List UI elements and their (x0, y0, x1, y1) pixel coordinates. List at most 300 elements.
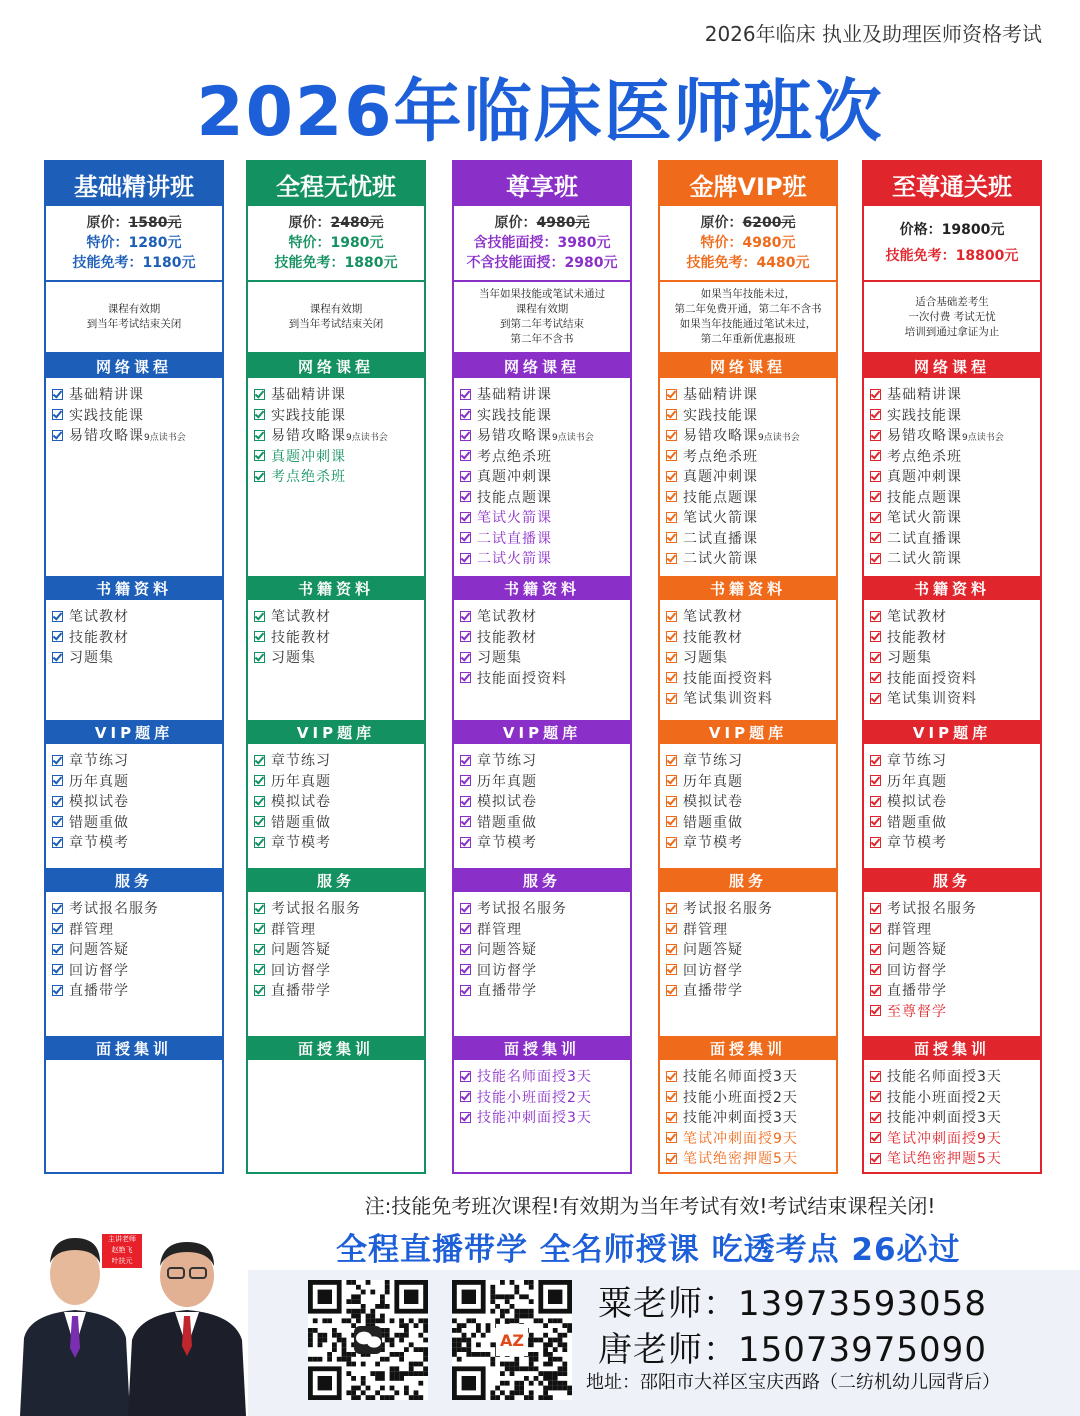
feature-label: 群管理 (477, 921, 522, 938)
validity-line: 培训到通过拿证为止 (904, 325, 1000, 338)
feature-item (254, 606, 424, 627)
feature-item (52, 647, 222, 668)
class-name: 全程无忧班 (248, 162, 424, 206)
feature-label: 回访督学 (69, 962, 129, 979)
price-line: 特价：1280元 (86, 235, 182, 251)
feature-label: 技能点题课 (683, 489, 758, 506)
feature-label: 技能面授资料 (683, 670, 773, 687)
section-header-face: 面授集训 (454, 1036, 630, 1060)
feature-item (870, 446, 1040, 467)
section-body-face (454, 1060, 630, 1210)
section-body-vip (454, 744, 630, 868)
checkbox-icon (254, 450, 265, 461)
checkbox-icon (460, 450, 471, 461)
checkbox-icon (254, 923, 265, 934)
checkbox-icon (52, 652, 63, 663)
checkbox-icon (870, 512, 881, 523)
feature-label: 笔试火箭课 (477, 510, 552, 527)
feature-item (460, 606, 630, 627)
price-line: 特价：1980元 (288, 235, 384, 251)
section-header-face: 面授集训 (46, 1036, 222, 1060)
checkbox-icon (254, 389, 265, 400)
class-column-orange (658, 160, 838, 1174)
feature-label: 考点绝杀班 (683, 448, 758, 465)
checkbox-icon (870, 944, 881, 955)
feature-label: 习题集 (271, 650, 316, 667)
feature-item (460, 812, 630, 833)
section-body-online (454, 378, 630, 576)
feature-item (460, 939, 630, 960)
feature-item (870, 668, 1040, 689)
footnote: 注:技能免考班次课程!有效期为当年考试有效!考试结束课程关闭! (364, 1194, 936, 1218)
checkbox-icon (52, 611, 63, 622)
feature-item (460, 832, 630, 853)
feature-label: 考试报名服务 (271, 901, 361, 918)
feature-item (666, 606, 836, 627)
teacher-name-tag: 主讲老师 赵艳飞 叶扶元 (102, 1234, 142, 1268)
feature-item (870, 528, 1040, 549)
validity-line: 第二年不含书 (510, 333, 574, 345)
section-body-service (660, 892, 836, 1036)
checkbox-icon (254, 611, 265, 622)
feature-label: 章节练习 (887, 753, 947, 770)
checkbox-icon (460, 923, 471, 934)
price-block (864, 206, 1040, 282)
validity-line: 到当年考试结束关闭 (86, 318, 182, 330)
feature-item (870, 548, 1040, 569)
checkbox-icon (460, 1091, 471, 1102)
checkbox-icon (460, 611, 471, 622)
checkbox-icon (870, 693, 881, 704)
section-body-books (864, 600, 1040, 720)
class-name: 至尊通关班 (864, 162, 1040, 206)
contact-phone-1: 粟老师：13973593058 (598, 1284, 987, 1324)
feature-label: 基础精讲课 (683, 387, 758, 404)
feature-item (666, 1066, 836, 1087)
checkbox-icon (52, 775, 63, 786)
feature-label: 二试火箭课 (477, 551, 552, 568)
validity-line: 课程有效期 (515, 303, 569, 315)
checkbox-icon (52, 903, 63, 914)
validity-line: 到第二年考试结束 (500, 318, 584, 330)
feature-item (460, 466, 630, 487)
feature-label: 考试报名服务 (477, 901, 567, 918)
feature-label: 历年真题 (477, 773, 537, 790)
checkbox-icon (666, 1071, 677, 1082)
feature-label: 群管理 (683, 921, 728, 938)
checkbox-icon (870, 964, 881, 975)
feature-item (254, 791, 424, 812)
validity-line: 如果当年技能未过， (700, 288, 796, 300)
section-body-face (248, 1060, 424, 1210)
price-line: 特价：4980元 (700, 235, 796, 251)
checkbox-icon (254, 409, 265, 420)
checkbox-icon (254, 775, 265, 786)
feature-item (870, 791, 1040, 812)
checkbox-icon (52, 430, 63, 441)
contact-phone-2: 唐老师：15073975090 (598, 1330, 987, 1370)
checkbox-icon (254, 430, 265, 441)
checkbox-icon (870, 837, 881, 848)
section-body-vip (864, 744, 1040, 868)
checkbox-icon (254, 944, 265, 955)
feature-label: 章节模考 (887, 835, 947, 852)
price-block (46, 206, 222, 282)
exam-subtitle: 2026年临床 执业及助理医师资格考试 (704, 22, 1042, 46)
checkbox-icon (460, 631, 471, 642)
feature-label: 考点绝杀班 (477, 448, 552, 465)
class-column-red (862, 160, 1042, 1174)
price-line: 含技能面授：3980元 (473, 235, 611, 251)
feature-item (460, 771, 630, 792)
feature-item (666, 750, 836, 771)
feature-label: 问题答疑 (271, 942, 331, 959)
feature-item (666, 939, 836, 960)
feature-item (52, 627, 222, 648)
validity-line: 第二年重新优惠报班 (700, 333, 796, 345)
feature-item (52, 405, 222, 426)
feature-label: 考试报名服务 (887, 901, 977, 918)
feature-item (460, 647, 630, 668)
feature-label: 真题冲刺课 (271, 448, 346, 465)
feature-label: 笔试集训资料 (887, 691, 977, 708)
feature-label: 考试报名服务 (69, 901, 159, 918)
app-qr-code (452, 1280, 572, 1400)
feature-item (52, 425, 222, 446)
class-name: 基础精讲班 (46, 162, 222, 206)
feature-item (870, 771, 1040, 792)
checkbox-icon (870, 985, 881, 996)
price-line: 技能免考：18800元 (885, 248, 1019, 264)
feature-item (460, 425, 630, 446)
feature-item (460, 898, 630, 919)
validity-note (660, 282, 836, 354)
feature-item (52, 898, 222, 919)
feature-item (460, 384, 630, 405)
checkbox-icon (460, 532, 471, 543)
feature-item (254, 771, 424, 792)
checkbox-icon (666, 1112, 677, 1123)
checkbox-icon (52, 389, 63, 400)
section-header-face: 面授集训 (864, 1036, 1040, 1060)
checkbox-icon (870, 491, 881, 502)
feature-item (254, 384, 424, 405)
feature-label: 模拟试卷 (683, 794, 743, 811)
feature-item (666, 528, 836, 549)
feature-item (52, 980, 222, 1001)
section-body-books (454, 600, 630, 720)
section-header-service: 服务 (660, 868, 836, 892)
validity-line: 课程有效期 (107, 303, 161, 315)
feature-label: 模拟试卷 (887, 794, 947, 811)
feature-label: 章节模考 (271, 835, 331, 852)
feature-label: 群管理 (69, 921, 114, 938)
feature-item (666, 898, 836, 919)
feature-label: 习题集 (887, 650, 932, 667)
feature-item (666, 832, 836, 853)
feature-label: 历年真题 (69, 773, 129, 790)
feature-item (254, 980, 424, 1001)
section-body-service (248, 892, 424, 1036)
checkbox-icon (460, 512, 471, 523)
checkbox-icon (666, 837, 677, 848)
feature-label: 章节练习 (683, 753, 743, 770)
checkbox-icon (254, 837, 265, 848)
section-header-books: 书籍资料 (248, 576, 424, 600)
feature-item (666, 919, 836, 940)
feature-item (666, 446, 836, 467)
checkbox-icon (870, 1005, 881, 1016)
feature-label: 二试直播课 (683, 530, 758, 547)
checkbox-icon (666, 389, 677, 400)
checkbox-icon (666, 816, 677, 827)
feature-label: 笔试教材 (477, 609, 537, 626)
checkbox-icon (666, 755, 677, 766)
class-name: 尊享班 (454, 162, 630, 206)
feature-item (460, 668, 630, 689)
feature-item (254, 750, 424, 771)
feature-label: 实践技能课 (477, 407, 552, 424)
checkbox-icon (52, 923, 63, 934)
checkbox-icon (666, 923, 677, 934)
feature-item (460, 980, 630, 1001)
checkbox-icon (460, 1112, 471, 1123)
section-body-service (454, 892, 630, 1036)
feature-label: 技能名师面授3天 (683, 1069, 798, 1086)
checkbox-icon (666, 775, 677, 786)
feature-item (870, 647, 1040, 668)
feature-label: 实践技能课 (887, 407, 962, 424)
checkbox-icon (52, 816, 63, 827)
feature-label: 技能教材 (69, 629, 129, 646)
feature-item (460, 528, 630, 549)
feature-label: 实践技能课 (271, 407, 346, 424)
original-price: 原价：1580元 (86, 215, 182, 231)
feature-item (666, 384, 836, 405)
checkbox-icon (666, 796, 677, 807)
feature-item (870, 750, 1040, 771)
checkbox-icon (870, 755, 881, 766)
checkbox-icon (666, 631, 677, 642)
feature-item (666, 425, 836, 446)
section-header-books: 书籍资料 (46, 576, 222, 600)
feature-label: 错题重做 (477, 814, 537, 831)
checkbox-icon (870, 816, 881, 827)
checkbox-icon (460, 755, 471, 766)
feature-label: 技能教材 (477, 629, 537, 646)
feature-item (254, 898, 424, 919)
feature-label: 技能小班面授2天 (477, 1089, 592, 1106)
feature-label: 直播带学 (683, 983, 743, 1000)
checkbox-icon (52, 409, 63, 420)
checkbox-icon (254, 796, 265, 807)
section-body-vip (248, 744, 424, 868)
checkbox-icon (870, 532, 881, 543)
checkbox-icon (666, 652, 677, 663)
original-price: 原价：2480元 (288, 215, 384, 231)
section-body-online (660, 378, 836, 576)
feature-label: 问题答疑 (683, 942, 743, 959)
feature-item (870, 606, 1040, 627)
checkbox-icon (52, 964, 63, 975)
checkbox-icon (870, 775, 881, 786)
checkbox-icon (254, 985, 265, 996)
feature-label: 真题冲刺课 (683, 469, 758, 486)
checkbox-icon (870, 672, 881, 683)
section-header-online: 网络课程 (864, 354, 1040, 378)
validity-line: 如果当年技能通过笔试未过， (679, 318, 817, 330)
checkbox-icon (666, 430, 677, 441)
feature-item (666, 1107, 836, 1128)
checkbox-icon (460, 553, 471, 564)
validity-line: 第二年免费开通，第二年不含书 (674, 303, 822, 315)
validity-line: 课程有效期 (309, 303, 363, 315)
original-price: 原价：4980元 (494, 215, 590, 231)
feature-item (52, 832, 222, 853)
checkbox-icon (666, 512, 677, 523)
feature-label: 问题答疑 (69, 942, 129, 959)
checkbox-icon (666, 964, 677, 975)
section-header-face: 面授集训 (248, 1036, 424, 1060)
section-header-online: 网络课程 (46, 354, 222, 378)
validity-line: 适合基础差考生 (915, 295, 989, 308)
feature-label: 笔试绝密押题5天 (887, 1151, 1002, 1168)
section-header-service: 服务 (454, 868, 630, 892)
feature-item (870, 405, 1040, 426)
feature-label: 笔试冲刺面授9天 (887, 1130, 1002, 1147)
section-body-online (248, 378, 424, 576)
feature-label: 基础精讲课 (887, 387, 962, 404)
feature-item (870, 507, 1040, 528)
feature-label: 章节模考 (683, 835, 743, 852)
checkbox-icon (460, 964, 471, 975)
section-header-service: 服务 (248, 868, 424, 892)
feature-label: 二试火箭课 (683, 551, 758, 568)
feature-item (666, 688, 836, 709)
wechat-qr-code (308, 1280, 428, 1400)
feature-label: 模拟试卷 (69, 794, 129, 811)
feature-label: 笔试教材 (683, 609, 743, 626)
section-body-books (660, 600, 836, 720)
feature-item (870, 1107, 1040, 1128)
checkbox-icon (870, 1091, 881, 1102)
feature-item (460, 627, 630, 648)
class-column-green (246, 160, 426, 1174)
price-line: 技能免考：1180元 (72, 255, 196, 271)
checkbox-icon (52, 631, 63, 642)
feature-label: 笔试教材 (271, 609, 331, 626)
feature-item (870, 960, 1040, 981)
section-body-books (248, 600, 424, 720)
checkbox-icon (460, 796, 471, 807)
feature-item (254, 919, 424, 940)
feature-label: 模拟试卷 (477, 794, 537, 811)
app-logo: AZ (500, 1331, 524, 1350)
checkbox-icon (870, 409, 881, 420)
checkbox-icon (666, 1153, 677, 1164)
feature-label: 历年真题 (271, 773, 331, 790)
checkbox-icon (666, 471, 677, 482)
feature-item (52, 791, 222, 812)
feature-label: 习题集 (69, 650, 114, 667)
checkbox-icon (666, 1132, 677, 1143)
validity-line: 当年如果技能或笔试未通过 (479, 288, 605, 300)
feature-item (666, 1087, 836, 1108)
feature-label: 易错攻略课9点读书会 (887, 428, 1004, 445)
feature-label: 技能冲刺面授3天 (887, 1110, 1002, 1127)
feature-item (870, 919, 1040, 940)
feature-label: 笔试冲刺面授9天 (683, 1130, 798, 1147)
feature-item (666, 466, 836, 487)
checkbox-icon (460, 775, 471, 786)
feature-item (666, 771, 836, 792)
checkbox-icon (460, 491, 471, 502)
price-line: 技能免考：1880元 (274, 255, 398, 271)
feature-item (870, 1128, 1040, 1149)
feature-label: 技能教材 (683, 629, 743, 646)
section-header-online: 网络课程 (660, 354, 836, 378)
checkbox-icon (254, 903, 265, 914)
checkbox-icon (460, 985, 471, 996)
checkbox-icon (666, 450, 677, 461)
feature-label: 回访督学 (271, 962, 331, 979)
price-block (454, 206, 630, 282)
slogan: 全程直播带学 全名师授课 吃透考点 26必过 (336, 1232, 961, 1268)
section-header-vip: VIP题库 (46, 720, 222, 744)
class-column-blue (44, 160, 224, 1174)
feature-label: 章节练习 (69, 753, 129, 770)
checkbox-icon (460, 672, 471, 683)
feature-item (870, 980, 1040, 1001)
feature-item (666, 1148, 836, 1169)
section-header-vip: VIP题库 (454, 720, 630, 744)
original-price: 原价：6200元 (700, 215, 796, 231)
feature-item (52, 812, 222, 833)
feature-label: 直播带学 (477, 983, 537, 1000)
feature-item (666, 548, 836, 569)
checkbox-icon (52, 944, 63, 955)
feature-label: 历年真题 (683, 773, 743, 790)
feature-label: 技能名师面授3天 (477, 1069, 592, 1086)
feature-label: 错题重做 (69, 814, 129, 831)
feature-item (460, 405, 630, 426)
feature-item (460, 507, 630, 528)
feature-label: 习题集 (683, 650, 728, 667)
section-body-books (46, 600, 222, 720)
feature-label: 考点绝杀班 (271, 469, 346, 486)
section-body-face (864, 1060, 1040, 1210)
feature-item (254, 812, 424, 833)
checkbox-icon (666, 903, 677, 914)
feature-item (52, 606, 222, 627)
checkbox-icon (460, 903, 471, 914)
checkbox-icon (52, 985, 63, 996)
section-header-service: 服务 (864, 868, 1040, 892)
feature-label: 考试报名服务 (683, 901, 773, 918)
feature-label: 技能面授资料 (477, 670, 567, 687)
feature-item (52, 750, 222, 771)
feature-item (460, 1107, 630, 1128)
feature-item (52, 384, 222, 405)
checkbox-icon (666, 532, 677, 543)
feature-label: 基础精讲课 (69, 387, 144, 404)
feature-item (254, 960, 424, 981)
feature-item (254, 446, 424, 467)
feature-label: 技能冲刺面授3天 (683, 1110, 798, 1127)
feature-label: 回访督学 (683, 962, 743, 979)
feature-label: 易错攻略课9点读书会 (683, 428, 800, 445)
feature-item (460, 446, 630, 467)
